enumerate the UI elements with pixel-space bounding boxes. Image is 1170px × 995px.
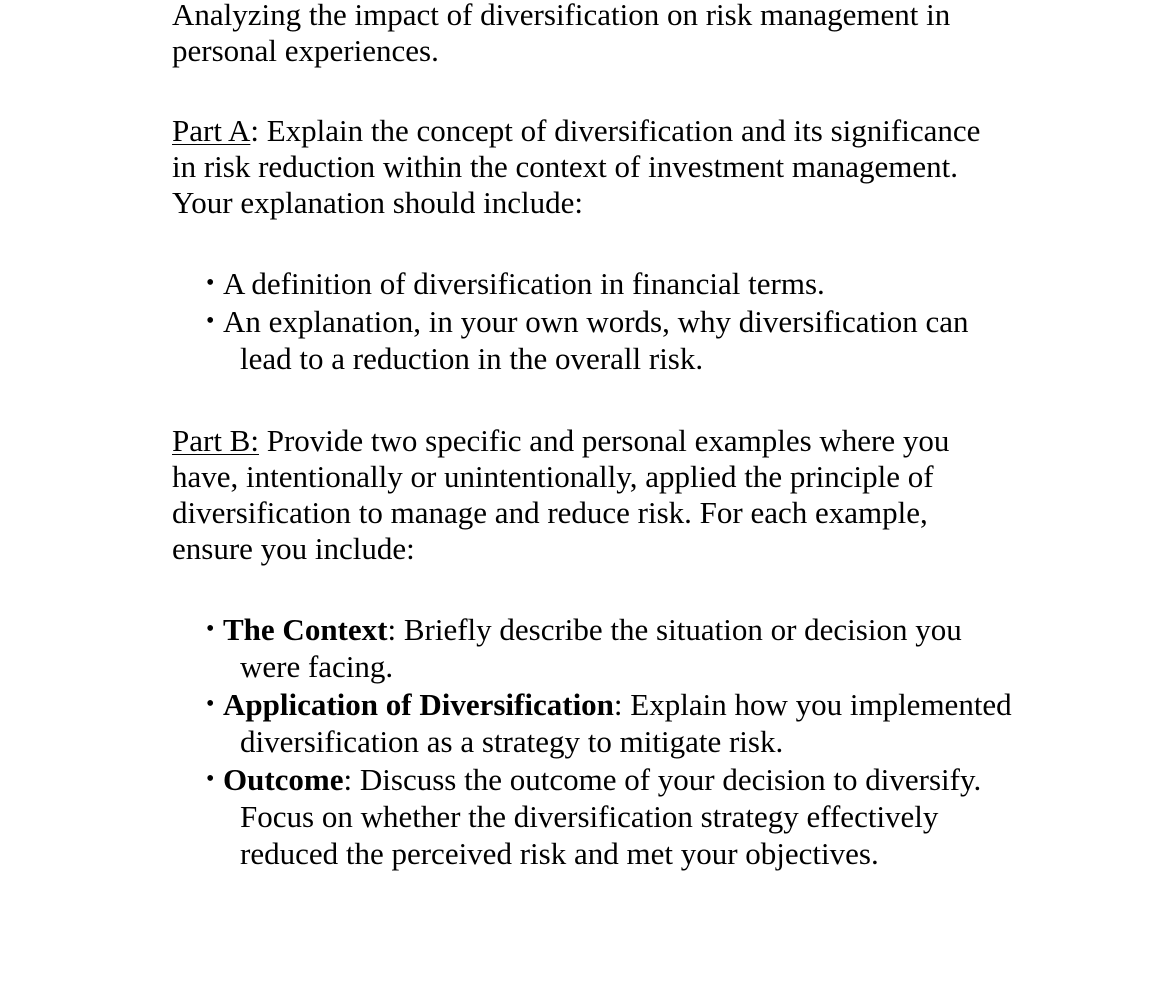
part-a-label: Part A [172, 113, 251, 148]
list-item [172, 761, 1012, 872]
part-b-label: Part B: [172, 423, 259, 458]
bullet-text: : Briefly describe the situation or decision you were facing. [240, 612, 962, 684]
bullet-term: Outcome [223, 762, 344, 797]
bullet-term: The Context [223, 612, 388, 647]
intro-paragraph: Analyzing the impact of diversification on risk management in personal experiences. [172, 0, 951, 68]
bullet-icon: • [206, 270, 215, 296]
list-item [172, 611, 1012, 685]
document-body [172, 0, 1012, 873]
bullet-icon: • [206, 308, 215, 334]
part-b-text: Provide two specific and personal examples where you have, intentionally or unintentionally, applied the principle of diversification to manage and reduce risk. For each example, ensure you include: [172, 423, 950, 566]
bullet-icon: • [206, 691, 215, 717]
list-item [172, 303, 1012, 377]
bullet-icon: • [206, 766, 215, 792]
list-item [172, 265, 1012, 302]
part-a-bullet-text: An explanation, in your own words, why diversification can lead to a reduction in the overall risk. [223, 304, 969, 376]
bullet-term: Application of Diversification [223, 687, 614, 722]
part-a-bullet-text: A definition of diversification in financial terms. [223, 266, 825, 301]
part-a-bullet-list [172, 265, 1012, 377]
part-b-paragraph [172, 423, 1012, 567]
part-a-paragraph [172, 113, 1012, 221]
part-a-text: : Explain the concept of diversification and its significance in risk reduction within the context of investment management. Your explanation should include: [172, 113, 981, 220]
part-b-bullet-list [172, 611, 1012, 872]
bullet-text: : Discuss the outcome of your decision to diversify. Focus on whether the diversification strategy effectively reduced the perceived risk and met your objectives. [240, 762, 982, 871]
bullet-icon: • [206, 616, 215, 642]
list-item [172, 686, 1012, 760]
bullet-text: : Explain how you implemented diversification as a strategy to mitigate risk. [240, 687, 1012, 759]
